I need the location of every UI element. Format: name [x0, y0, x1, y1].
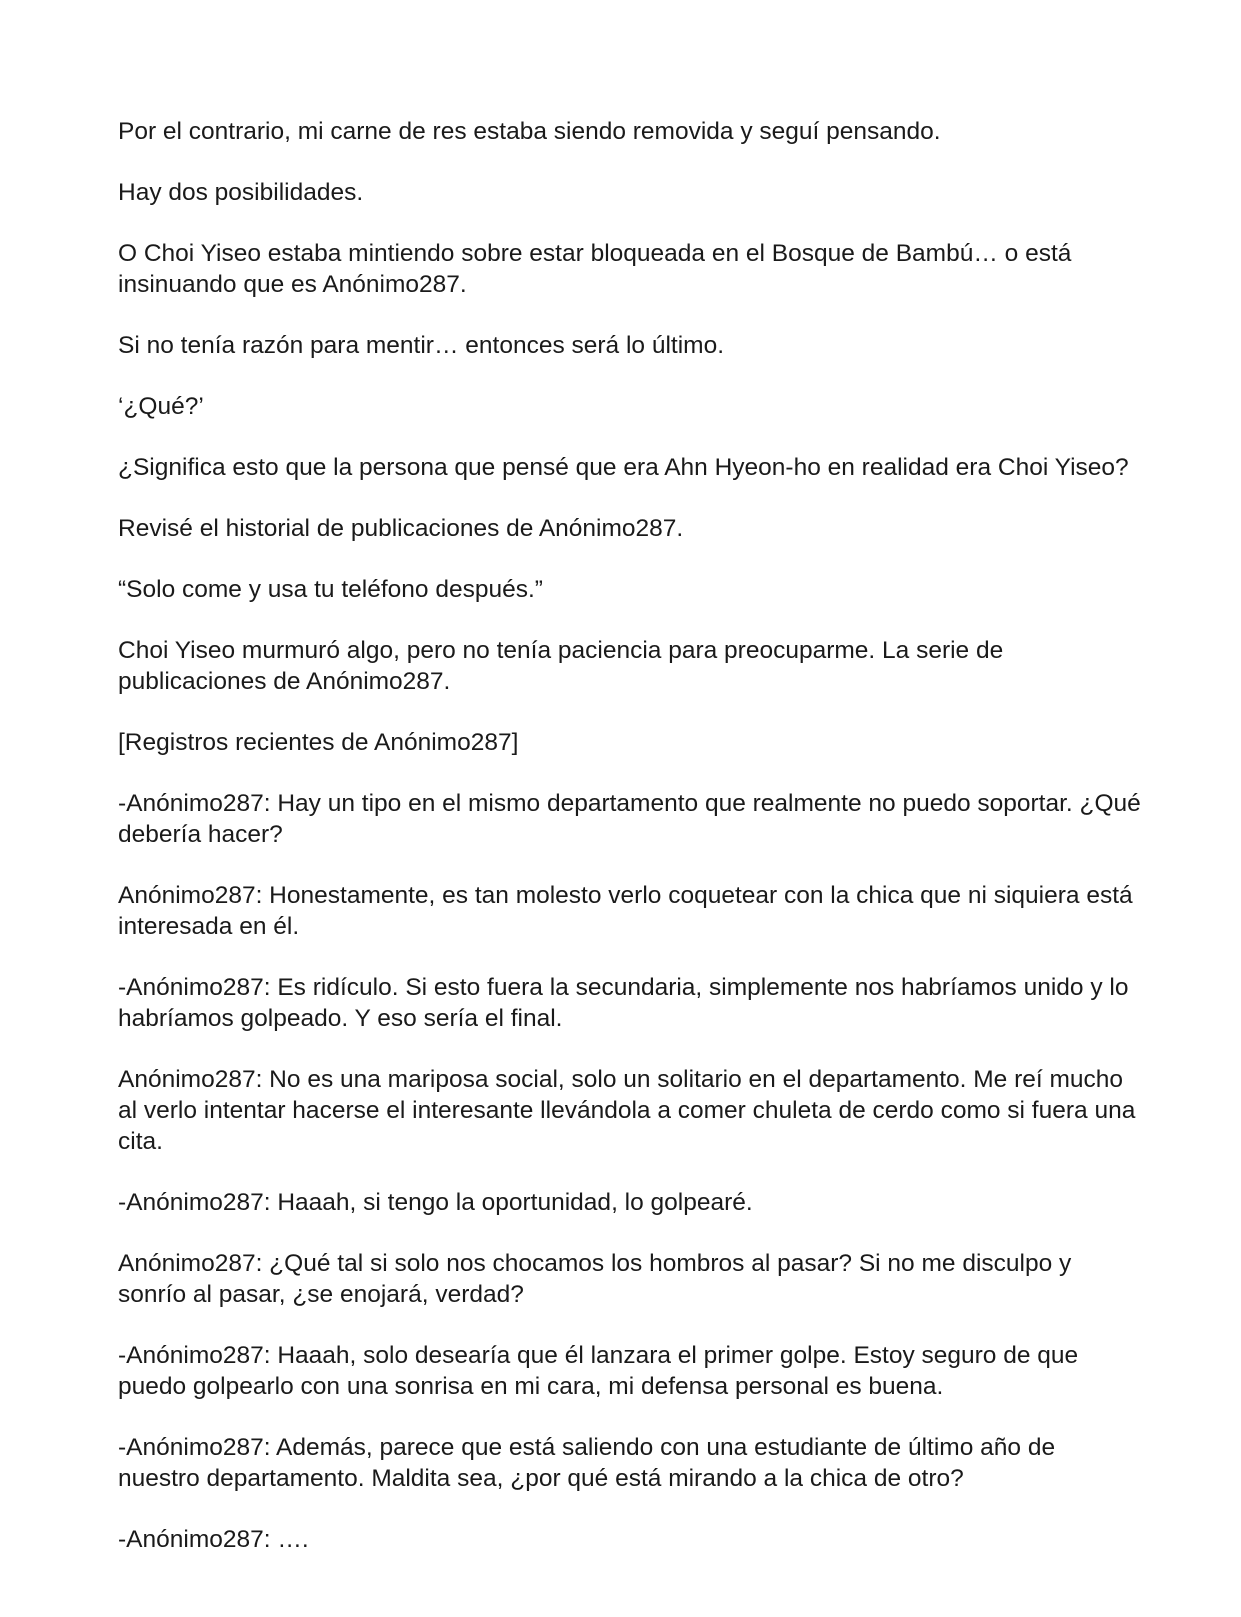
paragraph: Anónimo287: Honestamente, es tan molesto verlo coquetear con la chica que ni siquiera está interesada en él.: [118, 882, 1133, 940]
paragraph: Por el contrario, mi carne de res estaba siendo removida y seguí pensando.: [118, 118, 941, 145]
paragraph: -Anónimo287: Además, parece que está saliendo con una estudiante de último año de nuestro departamento. Maldita sea, ¿por qué está mirando a la chica de otro?: [118, 1434, 1056, 1492]
paragraph: -Anónimo287: Haaah, solo desearía que él lanzara el primer golpe. Estoy seguro de que puedo golpearlo con una sonrisa en mi cara, mi defensa personal es buena.: [118, 1342, 1079, 1400]
paragraph: Anónimo287: ¿Qué tal si solo nos chocamos los hombros al pasar? Si no me disculpo y sonrío al pasar, ¿se enojará, verdad?: [118, 1250, 1072, 1308]
paragraph: -Anónimo287: Es ridículo. Si esto fuera la secundaria, simplemente nos habríamos unido y lo habríamos golpeado. Y eso sería el final.: [118, 974, 1129, 1032]
paragraph: Revisé el historial de publicaciones de Anónimo287.: [118, 515, 684, 542]
document-body: [118, 116, 1141, 1555]
paragraph: Si no tenía razón para mentir… entonces será lo último.: [118, 332, 725, 359]
paragraph: O Choi Yiseo estaba mintiendo sobre estar bloqueada en el Bosque de Bambú… o está insinuando que es Anónimo287.: [118, 240, 1072, 298]
paragraph: “Solo come y usa tu teléfono después.”: [118, 576, 543, 603]
paragraph: Anónimo287: No es una mariposa social, solo un solitario en el departamento. Me reí mucho al verlo intentar hacerse el interesante llevándola a comer chuleta de cerdo como si fuera una cita.: [118, 1066, 1136, 1155]
paragraph: [Registros recientes de Anónimo287]: [118, 729, 519, 756]
paragraph: Choi Yiseo murmuró algo, pero no tenía paciencia para preocuparme. La serie de publicaciones de Anónimo287.: [118, 637, 1004, 695]
paragraph: -Anónimo287: Hay un tipo en el mismo departamento que realmente no puedo soportar. ¿Qué debería hacer?: [118, 790, 1141, 848]
paragraph: ‘¿Qué?’: [118, 393, 204, 420]
paragraph: -Anónimo287: Haaah, si tengo la oportunidad, lo golpearé.: [118, 1189, 753, 1216]
paragraph: -Anónimo287: ….: [118, 1526, 309, 1553]
paragraph: Hay dos posibilidades.: [118, 179, 364, 206]
paragraph: ¿Significa esto que la persona que pensé que era Ahn Hyeon-ho en realidad era Choi Yiseo?: [118, 454, 1129, 481]
